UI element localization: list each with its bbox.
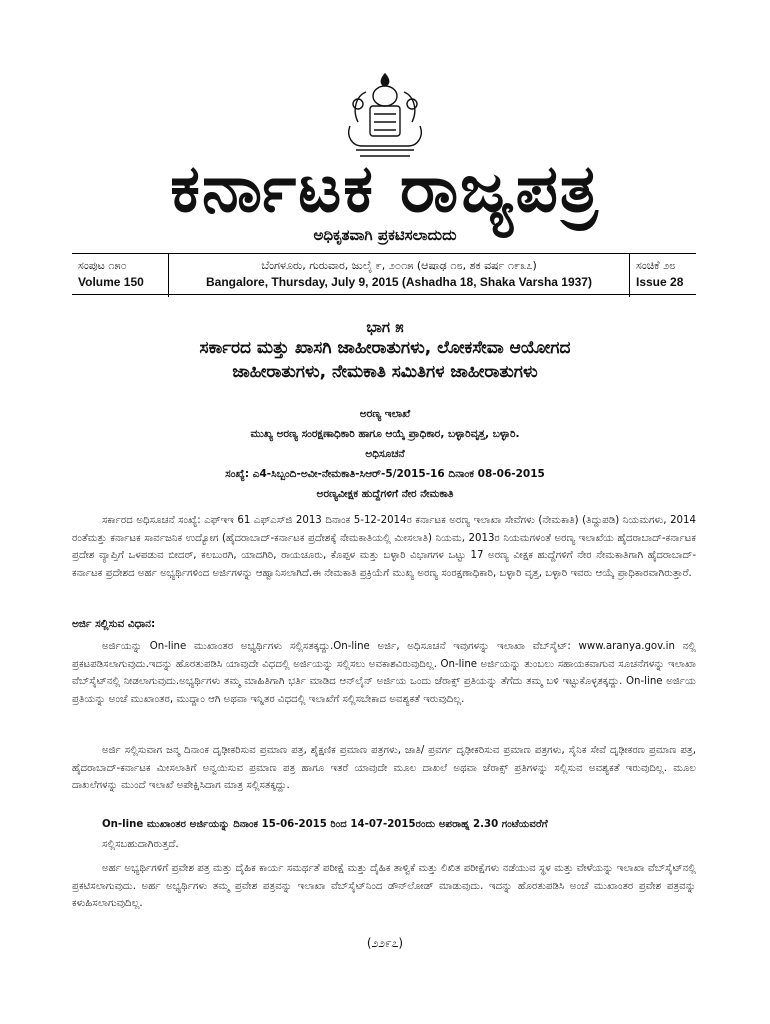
reference-number: ಸಂಖ್ಯೆ: ಎ4-ಸಿಬ್ಬಂದಿ-ಅವೀ-ನೇಮಕಾತಿ-ಸಿಆರ್-5/2015-16 ದಿನಾಂಕ 08-06-2015 — [225, 468, 545, 480]
issue-kn: ಸಂಚಿಕೆ ೨೮ — [636, 259, 676, 272]
part-number: ಭಾಗ ೫ — [366, 318, 404, 336]
department-name: ಅರಣ್ಯ ಇಲಾಖೆ — [359, 408, 411, 420]
paragraph-5: ಅರ್ಹ ಅಭ್ಯರ್ಥಿಗಳಿಗೆ ಪ್ರವೇಶ ಪತ್ರ ಮತ್ತು ದೈಹಿಕ ಕಾರ್ಯ ಸಮರ್ಥತೆ ಪರೀಕ್ಷೆ ಮತ್ತು ದೈಹಿಕ ತಾಳ್ವಿಕೆ ಮತ್ತು ಲಿಖಿತ ಪರೀಕ್ಷೆಗಳು ನಡೆಯುವ ಸ್ಥಳ ಮತ್ತು ವೇಳೆಯನ್ನು ಇಲಾಖಾ ವೆಬ್‌ಸೈಟ್‌ನಲ್ಲಿ ಪ್ರಕಟಿಸಲಾಗುವುದು. ಅರ್ಹ ಅಭ್ಯರ್ಥಿಗಳು ತಮ್ಮ ಪ್ರವೇಶ ಪತ್ರವನ್ನು ಇಲಾಖಾ ವೆಬ್‌ಸೈಟ್‌ನಿಂದ ಡೌನ್‌ಲೋಡ್ ಮಾಡುವುದು. ಇದನ್ನು ಹೊರತುಪಡಿಸಿ ಅಂಚೆ ಮುಖಾಂತರ ಪ್ರವೇಶ ಪತ್ರವನ್ನು ಕಳುಹಿಸಲಾಗುವುದಿಲ್ಲ. — [72, 863, 696, 909]
notification-label: ಅಧಿಸೂಚನೆ — [365, 448, 405, 460]
date-kn: ಬೆಂಗಳೂರು, ಗುರುವಾರ, ಜುಲೈ ೯, ೨೦೧೫ (ಆಷಾಢ ೧೮, ಶಕ ವರ್ಷ ೧೯೩೭) — [261, 259, 537, 272]
date-en: Bangalore, Thursday, July 9, 2015 (Ashadha 18, Shaka Varsha 1937) — [206, 275, 592, 289]
gazette-title: ಕರ್ನಾಟಕ ರಾಜ್ಯಪತ್ರ — [170, 150, 600, 227]
volume-en: Volume 150 — [78, 275, 144, 289]
page-number: (೨೨೯೭) — [366, 936, 404, 950]
section-heading — [40, 336, 730, 384]
issue-band — [72, 253, 696, 295]
office-name: ಮುಖ್ಯ ಅರಣ್ಯ ಸಂರಕ್ಷಣಾಧಿಕಾರಿ ಹಾಗೂ ಆಯ್ಕೆ ಪ್ರಾಧಿಕಾರ, ಬಳ್ಳಾರಿವೃತ್ತ, ಬಳ್ಳಾರಿ. — [250, 428, 520, 440]
paragraph-1: ಸರ್ಕಾರದ ಅಧಿಸೂಚನೆ ಸಂಖ್ಯೆ: ಎಫ್‌ಇಇ 61 ಎಫ್‌ಎಸ್‌ಜಿ 2013 ದಿನಾಂಕ 5-12-2014ರ ಕರ್ನಾಟಕ ಅರಣ್ಯ ಇಲಾಖಾ ಸೇವೆಗಳು (ನೇಮಕಾತಿ) (ತಿದ್ದುಪಡಿ) ನಿಯಮಗಳು, 2014 ರಂತೆಮತ್ತು ಕರ್ನಾಟಕ ಸಾರ್ವಜನಿಕ ಉದ್ಯೋಗ (ಹೈದರಾಬಾದ್-ಕರ್ನಾಟಕ ಪ್ರದೇಶಕ್ಕೆ ನೇಮಕಾತಿಯಲ್ಲಿ ಮೀಸಲಾತಿ) ನಿಯಮ, 2013ರ ನಿಯಮಗಳಂತೆ ಅರಣ್ಯ ಇಲಾಖೆಯ ಹೈದರಾಬಾದ್-ಕರ್ನಾಟಕ ಪ್ರದೇಶ ವ್ಯಾಪ್ತಿಗೆ ಒಳಪಡುವ ಬೀದರ್, ಕಲಬುರಗಿ, ಯಾದಗಿರಿ, ರಾಯಚೂರು, ಕೊಪ್ಪಳ ಮತ್ತು ಬಳ್ಳಾರಿ ವಿಭಾಗಗಳ ಒಟ್ಟು 17 ಅರಣ್ಯ ವೀಕ್ಷಕ ಹುದ್ದೆಗಳಿಗೆ ನೇರ ನೇಮಕಾತಿಗಾಗಿ ಹೈದರಾಬಾದ್-ಕರ್ನಾಟಕ ಪ್ರದೇಶದ ಅರ್ಹ ಅಭ್ಯರ್ಥಿಗಳಿಂದ ಅರ್ಜಿಗಳನ್ನು ಆಹ್ವಾನಿಸಲಾಗಿದೆ.ಈ ನೇಮಕಾತಿ ಪ್ರಕ್ರಿಯೆಗೆ ಮುಖ್ಯ ಅರಣ್ಯ ಸಂರಕ್ಷಣಾಧಿಕಾರಿ, ಬಳ್ಳಾರಿ ವೃತ್ತ, ಬಳ್ಳಾರಿ ಇವರು ಆಯ್ಕೆ ಪ್ರಾಧಿಕಾರವಾಗಿರುತ್ತಾರೆ. — [72, 515, 696, 579]
subject-line: ಅರಣ್ಯವೀಕ್ಷಕ ಹುದ್ದೆಗಳಿಗೆ ನೇರ ನೇಮಕಾತಿ — [316, 488, 454, 500]
volume-kn: ಸಂಪುಟ ೧೫೦ — [78, 259, 127, 272]
heading-line-2: ಜಾಹೀರಾತುಗಳು, ನೇಮಕಾತಿ ಸಮಿತಿಗಳ ಜಾಹೀರಾತುಗಳು — [232, 362, 538, 382]
paragraph-4-line-1: On-line ಮುಖಾಂತರ ಅರ್ಜಿಯನ್ನು ದಿನಾಂಕ 15-06-2015 ರಿಂದ 14-07-2015ರಂದು ಅಪರಾಹ್ನ 2.30 ಗಂಟೆಯವರೆಗೆ — [102, 819, 548, 830]
gazette-subtitle: ಅಧಿಕೃತವಾಗಿ ಪ್ರಕಟಿಸಲಾದುದು — [313, 226, 457, 244]
volume-cell — [78, 254, 160, 297]
state-emblem-icon — [336, 70, 434, 160]
issue-en: Issue 28 — [636, 275, 684, 289]
heading-line-1: ಸರ್ಕಾರದ ಮತ್ತು ಖಾಸಗಿ ಜಾಹೀರಾತುಗಳು, ಲೋಕಸೇವಾ ಆಯೋಗದ — [199, 338, 571, 358]
paragraph-4-line-2: ಸಲ್ಲಿಸಬಹುದಾಗಿರುತ್ತದೆ. — [102, 839, 179, 850]
application-method-heading: ಅರ್ಜಿ ಸಲ್ಲಿಸುವ ವಿಧಾನ: — [72, 618, 156, 630]
paragraph-2: ಅರ್ಜಿಯನ್ನು On-line ಮುಖಾಂತರ ಅಭ್ಯರ್ಥಿಗಳು ಸಲ್ಲಿಸತಕ್ಕದ್ದು.On-line ಅರ್ಜಿ, ಅಧಿಸೂಚನೆ ಇವುಗಳನ್ನು ಇಲಾಖಾ ವೆಬ್‌ಸೈಟ್: www.aranya.gov.in ನಲ್ಲಿ ಪ್ರಕಟಪಡಿಸಲಾಗುವುದು.ಇದನ್ನು ಹೊರತುಪಡಿಸಿ ಯಾವುದೇ ವಿಧದಲ್ಲಿ ಅರ್ಜಿಯನ್ನು ಸಲ್ಲಿಸಲು ಅವಕಾಶವಿರುವುದಿಲ್ಲ. On-line ಅರ್ಜಿಯನ್ನು ತುಂಬಲು ಸಹಾಯಕವಾಗುವ ಸೂಚನೆಗಳನ್ನು ಇಲಾಖಾ ವೆಬ್‌ಸೈಟ್‌ನಲ್ಲಿ ನೀಡಲಾಗುವುದು.ಅಭ್ಯರ್ಥಿಗಳು ತಮ್ಮ ಮಾಹಿತಿಗಾಗಿ ಭರ್ತಿ ಮಾಡಿದ ಆನ್‌ಲೈನ್ ಅರ್ಜಿಯ ಒಂದು ಜೆರಾಕ್ಸ್ ಪ್ರತಿಯನ್ನು ತೆಗೆದು ತಮ್ಮ ಬಳಿ ಇಟ್ಟುಕೊಳ್ಳತಕ್ಕದ್ದು. On-line ಅರ್ಜಿಯ ಪ್ರತಿಯನ್ನು ಅಂಚೆ ಮುಖಾಂತರ, ಮುದ್ದಾಂ ಆಗಿ ಅಥವಾ ಇನ್ನಿತರ ವಿಧದಲ್ಲಿ ಇಲಾಖೆಗೆ ಸಲ್ಲಿಸಬೇಕಾದ ಅವಶ್ಯಕತೆ ಇರುವುದಿಲ್ಲ. — [72, 641, 696, 705]
issue-cell — [636, 254, 694, 297]
paragraph-3: ಅರ್ಜಿ ಸಲ್ಲಿಸುವಾಗ ಜನ್ಮ ದಿನಾಂಕ ದೃಢೀಕರಿಸುವ ಪ್ರಮಾಣ ಪತ್ರ, ಶೈಕ್ಷಣಿಕ ಪ್ರಮಾಣ ಪತ್ರಗಳು, ಜಾತಿ/ ಪ್ರವರ್ಗ ದೃಢೀಕರಿಸುವ ಪ್ರಮಾಣ ಪತ್ರಗಳು, ಸೈನಿಕ ಸೇವೆ ದೃಢೀಕರಣ ಪ್ರಮಾಣ ಪತ್ರ, ಹೈದರಾಬಾದ್-ಕರ್ನಾಟಕ ಮೀಸಲಾತಿಗೆ ಅನ್ವಯಿಸುವ ಪ್ರಮಾಣ ಪತ್ರ ಹಾಗೂ ಇತರೆ ಯಾವುದೇ ಮೂಲ ದಾಖಲೆ ಅಥವಾ ಜೆರಾಕ್ಸ್ ಪ್ರತಿಗಳನ್ನು ಸಲ್ಲಿಸುವ ಅವಶ್ಯಕತೆ ಇರುವುದಿಲ್ಲ. ಮೂಲ ದಾಖಲೆಗಳನ್ನು ಮುಂದೆ ಇಲಾಖೆ ಅಪೇಕ್ಷಿಸಿದಾಗ ಮಾತ್ರ ಸಲ್ಲಿಸತಕ್ಕದ್ದು. — [72, 745, 696, 791]
date-cell — [168, 254, 630, 297]
